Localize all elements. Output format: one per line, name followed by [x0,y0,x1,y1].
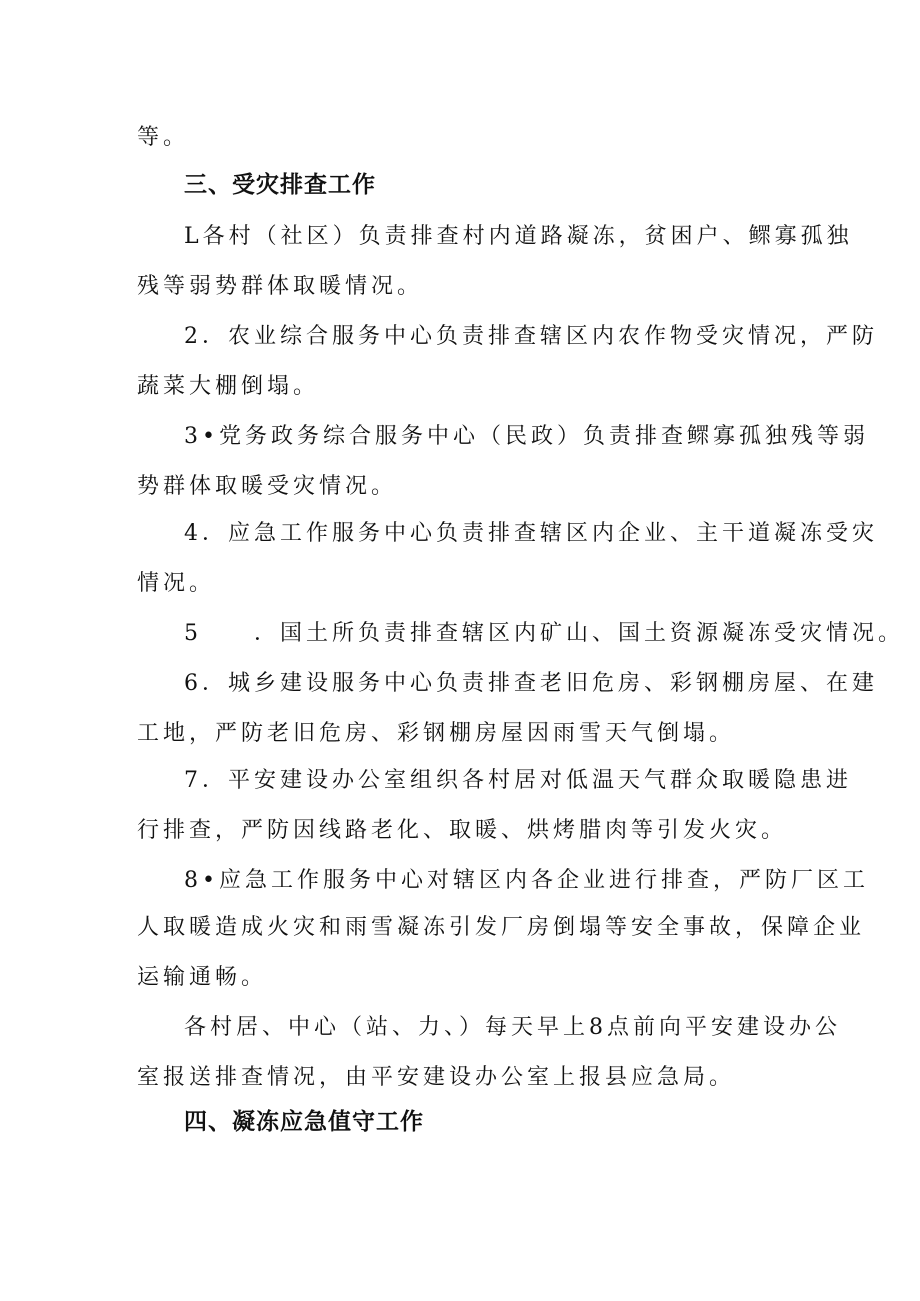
item-3-line-2: 势群体取暖受灾情况。 [137,474,398,499]
continued-text-line: 等。 [137,125,190,150]
item-4-line-1: 4．应急工作服务中心负责排查辖区内企业、主干道凝冻受灾 [184,521,878,546]
item-8-line-2: 人取暖造成火灾和雨雪凝冻引发厂房倒塌等安全事故，保障企业 [137,915,866,940]
item-3-line-1: 3•党务政务综合服务中心（民政）负责排查鳏寡孤独残等弱 [184,424,869,449]
item-1-line-2: 残等弱势群体取暖情况。 [137,274,424,299]
item-7-line-2: 行排查，严防因线路老化、取暖、烘烤腊肉等引发火灾。 [137,818,788,843]
report-note-line-1: 各村居、中心（站、力、）每天早上8点前向平安建设办公 [184,1015,841,1040]
report-note-line-2: 室报送排查情况，由平安建设办公室上报县应急局。 [137,1065,736,1090]
item-5-line-1: 5 ．国土所负责排查辖区内矿山、国土资源凝冻受灾情况。 [184,621,904,646]
item-6-line-2: 工地，严防老旧危房、彩钢棚房屋因雨雪天气倒塌。 [137,721,736,746]
section-heading-3: 三、受灾排查工作 [184,172,376,198]
item-4-line-2: 情况。 [137,571,216,596]
item-6-line-1: 6．城乡建设服务中心负责排查老旧危房、彩钢棚房屋、在建 [184,671,878,696]
item-8-line-1: 8•应急工作服务中心对辖区内各企业进行排查，严防厂区工 [184,868,869,893]
item-8-line-3: 运输通畅。 [137,965,268,990]
item-2-line-2: 蔬菜大棚倒塌。 [137,374,320,399]
item-2-line-1: 2．农业综合服务中心负责排查辖区内农作物受灾情况，严防 [184,324,878,349]
item-1-line-1: L各村（社区）负责排查村内道路凝冻，贫困户、鳏寡孤独 [184,224,853,249]
item-7-line-1: 7．平安建设办公室组织各村居对低温天气群众取暖隐患进 [184,768,852,793]
section-heading-4: 四、凝冻应急值守工作 [184,1109,424,1135]
